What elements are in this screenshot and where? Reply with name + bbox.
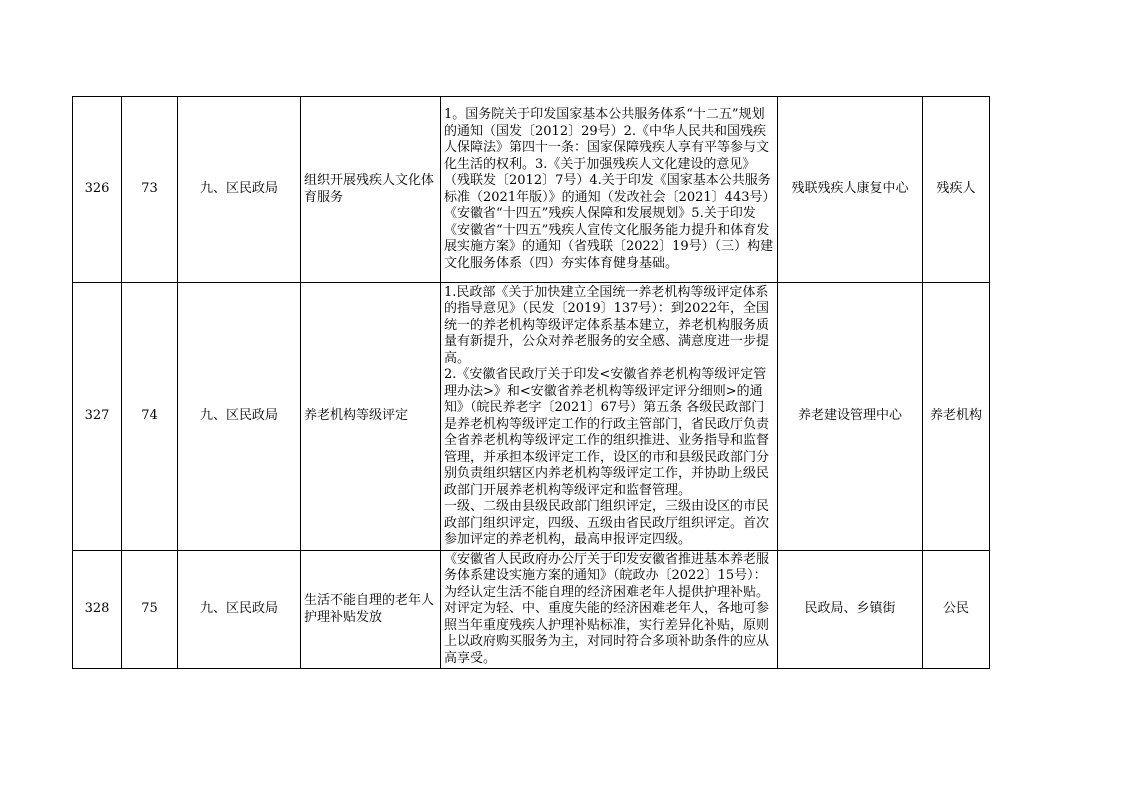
basis-text: 《安徽省人民政府办公厅关于印发安徽省推进基本养老服务体系建设实施方案的通知》（皖政办〔2022〕15号）：为经认定生活不能自理的经济困难老年人提供护理补贴。对评定为轻、中、重度失能的经济困难老年人，各地可参照当年重度残疾人护理补贴标准，实行差异化补贴，原则上以政府购买服务为主，对同时符合多项补助条件的应从高享受。 (444, 551, 770, 666)
table-row (73, 97, 990, 283)
service-name-cell: 养老机构等级评定 (301, 283, 441, 551)
table-row (73, 283, 990, 551)
service-name-cell: 生活不能自理的老年人护理补贴发放 (301, 551, 441, 669)
seq-cell: 326 (73, 97, 122, 283)
basis-cell (441, 551, 778, 669)
target-cell: 残疾人 (923, 97, 990, 283)
seq-cell: 327 (73, 283, 122, 551)
dept-cell: 九、区民政局 (178, 551, 301, 669)
unit-cell: 养老建设管理中心 (778, 283, 923, 551)
basis-text: 1。国务院关于印发国家基本公共服务体系“十二五”规划的通知（国发〔2012〕29号）2.《中华人民共和国残疾人保障法》第四十一条：国家保障残疾人享有平等参与文化生活的权利。3.《关于加强残疾人文化建设的意见》（残联发〔2012〕7号）4.关于印发《国家基本公共服务标准（2021年版）》的通知（发改社会〔2021〕443号）《安徽省“十四五”残疾人保障和发展规划》5.关于印发《安徽省“十四五”残疾人宣传文化服务能力提升和体育发展实施方案》的通知（省残联〔2022〕19号）（三）构建文化服务体系（四）夯实体育健身基础。 (444, 107, 774, 271)
basis-text: 1.民政部《关于加快建立全国统一养老机构等级评定体系的指导意见》（民发〔2019〕137号）：到2022年，全国统一的养老机构等级评定体系基本建立，养老机构服务质量有新提升，公众对养老服务的安全感、满意度进一步提高。 2.《安徽省民政厅关于印发<安徽省养老机构等级评定管理办法>》和<安徽省养老机构等级评定评分细则>的通知》（皖民养老字〔2021〕67号）第五条 各级民政部门是养老机构等级评定工作的行政主管部门，省民政厅负责全省养老机构等级评定工作的组织推进、业务指导和监督管理，并承担本级评定工作，设区的市和县级民政部门分别负责组织辖区内养老机构等级评定工作，并协助上级民政部门开展养老机构等级评定和监督管理。 一级、二级由县级民政部门组织评定，三级由设区的市民政部门组织评定，四级、五级由省民政厅组织评定。首次参加评定的养老机构，最高申报评定四级。 (444, 284, 770, 547)
target-cell: 养老机构 (923, 283, 990, 551)
service-name-cell: 组织开展残疾人文化体育服务 (301, 97, 441, 283)
seq-cell: 328 (73, 551, 122, 669)
basis-cell (441, 283, 778, 551)
unit-cell: 残联残疾人康复中心 (778, 97, 923, 283)
target-cell: 公民 (923, 551, 990, 669)
dept-cell: 九、区民政局 (178, 283, 301, 551)
service-list-table (72, 96, 990, 669)
unit-cell: 民政局、乡镇街 (778, 551, 923, 669)
code-cell: 74 (122, 283, 178, 551)
table-row (73, 551, 990, 669)
dept-cell: 九、区民政局 (178, 97, 301, 283)
code-cell: 73 (122, 97, 178, 283)
basis-cell (441, 97, 778, 283)
code-cell: 75 (122, 551, 178, 669)
